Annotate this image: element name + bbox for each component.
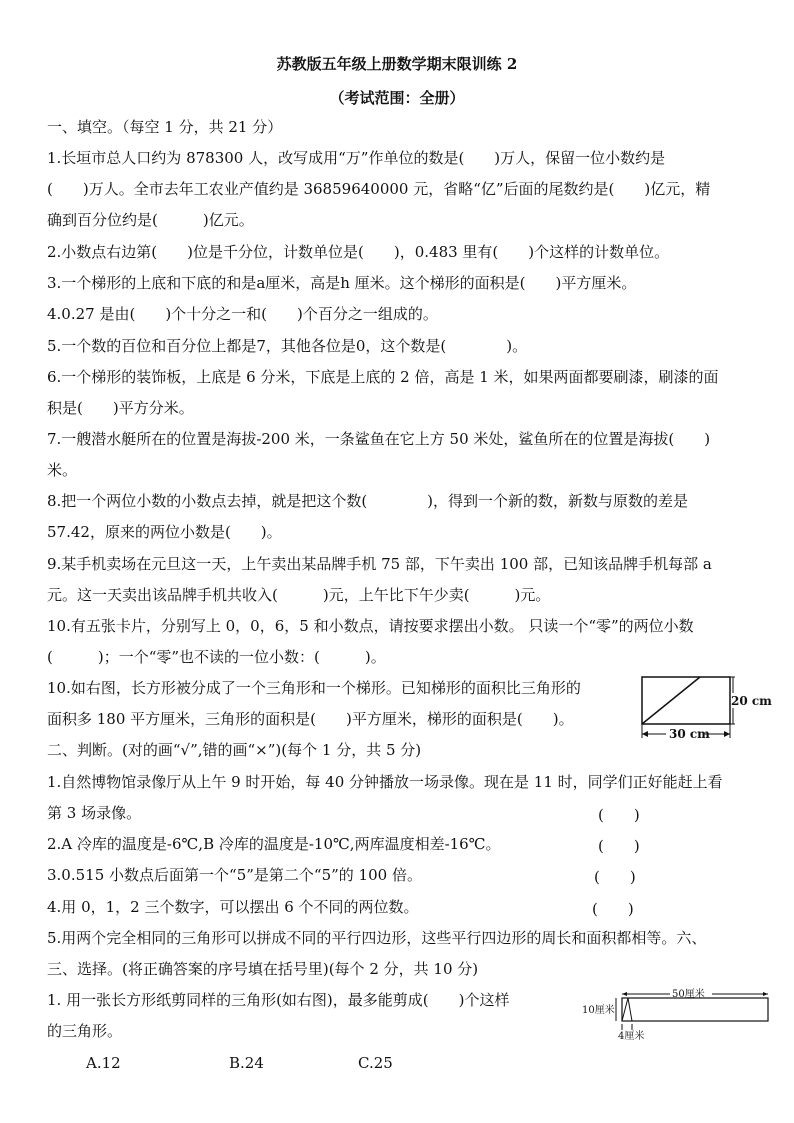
option-b[interactable]: B.24 — [229, 1054, 264, 1072]
question-line: 元。这一天卖出该品牌手机共收入( )元，上午比下午少卖( )元。 — [47, 586, 551, 604]
question-line: 1.自然博物馆录像厅从上午 9 时开始，每 40 分钟播放一场录像。现在是 11 时，同学们正好能赶上看 — [47, 773, 723, 791]
question-line: 1.长垣市总人口约为 878300 人，改写成用“万”作单位的数是( )万人，保留一位小数约是 — [47, 149, 666, 167]
option-a[interactable]: A.12 — [86, 1054, 121, 1072]
answer-blank[interactable]: ( ) — [594, 868, 636, 886]
question-line: 的三角形。 — [47, 1022, 123, 1040]
section-heading-judge: 二、判断。(对的画“√”,错的画“×”)(每个 1 分，共 5 分) — [47, 741, 422, 759]
answer-blank[interactable]: ( ) — [598, 837, 640, 855]
rect-width-label: 30 cm — [669, 727, 710, 741]
question-line: 2.A 冷库的温度是-6℃,B 冷库的温度是-10℃,两库温度相差-16℃。 — [47, 835, 501, 853]
answer-blank[interactable]: ( ) — [592, 900, 634, 918]
question-line: 7.一艘潜水艇所在的位置是海拔-200 米，一条鲨鱼在它上方 50 米处，鲨鱼所在的位置是海拔( ) — [47, 430, 711, 448]
question-line: 5.用两个完全相同的三角形可以拼成不同的平行四边形，这些平行四边形的周长和面积都相等。六、 — [47, 929, 707, 947]
strip-length-label: 50厘米 — [672, 989, 705, 1000]
page-subtitle: （考试范围：全册） — [329, 89, 465, 107]
question-line: 4.用 0，1，2 三个数字，可以摆出 6 个不同的两位数。 — [47, 898, 419, 916]
page-title: 苏教版五年级上册数学期末限训练 2 — [276, 55, 518, 73]
paper-strip-figure — [580, 984, 780, 1042]
question-line: 1. 用一张长方形纸剪同样的三角形(如右图)，最多能剪成( )个这样 — [47, 991, 510, 1009]
question-line: 4.0.27 是由( )个十分之一和( )个百分之一组成的。 — [47, 305, 438, 323]
question-line: 57.42，原来的两位小数是( )。 — [47, 523, 282, 541]
question-line: 2.小数点右边第( )位是千分位，计数单位是( )，0.483 里有( )个这样的计数单位。 — [47, 243, 670, 261]
rectangle-figure — [636, 672, 776, 744]
question-line: 第 3 场录像。 — [47, 804, 142, 822]
section-heading-choice: 三、选择。(将正确答案的序号填在括号里)(每个 2 分，共 10 分) — [47, 960, 479, 978]
rect-height-label: 20 cm — [731, 694, 772, 708]
question-line: 面积多 180 平方厘米，三角形的面积是( )平方厘米，梯形的面积是( )。 — [47, 710, 574, 728]
question-line: ( )；一个“零”也不读的一位小数：( )。 — [47, 648, 386, 666]
question-line: ( )万人。全市去年工农业产值约是 36859640000 元，省略“亿”后面的尾数约是( )亿元，精 — [47, 180, 711, 198]
question-line: 3.一个梯形的上底和下底的和是a厘米，高是h 厘米。这个梯形的面积是( )平方厘米。 — [47, 274, 637, 292]
strip-width-label: 10厘米 — [582, 1005, 615, 1016]
question-line: 5.一个数的百位和百分位上都是7，其他各位是0，这个数是( )。 — [47, 337, 528, 355]
question-line: 确到百分位约是( )亿元。 — [47, 211, 254, 229]
option-c[interactable]: C.25 — [358, 1054, 393, 1072]
question-line: 3.0.515 小数点后面第一个“5”是第二个“5”的 100 倍。 — [47, 866, 422, 884]
question-line: 6.一个梯形的装饰板，上底是 6 分米，下底是上底的 2 倍，高是 1 米，如果两面都要刷漆，刷漆的面 — [47, 368, 719, 386]
question-line: 10.如右图，长方形被分成了一个三角形和一个梯形。已知梯形的面积比三角形的 — [47, 679, 581, 697]
question-line: 积是( )平方分米。 — [47, 399, 194, 417]
question-line: 10.有五张卡片，分别写上 0，0，6，5 和小数点，请按要求摆出小数。 只读一个“零”的两位小数 — [47, 617, 694, 635]
question-line: 9.某手机卖场在元旦这一天，上午卖出某品牌手机 75 部，下午卖出 100 部，已知该品牌手机每部 a — [47, 555, 712, 573]
question-line: 8.把一个两位小数的小数点去掉，就是把这个数( )，得到一个新的数，新数与原数的差是 — [47, 492, 689, 510]
question-line: 米。 — [47, 461, 78, 479]
answer-blank[interactable]: ( ) — [598, 806, 640, 824]
section-heading-fill: 一、填空。（每空 1 分，共 21 分） — [47, 118, 283, 136]
strip-base-label: 4厘米 — [618, 1031, 645, 1042]
